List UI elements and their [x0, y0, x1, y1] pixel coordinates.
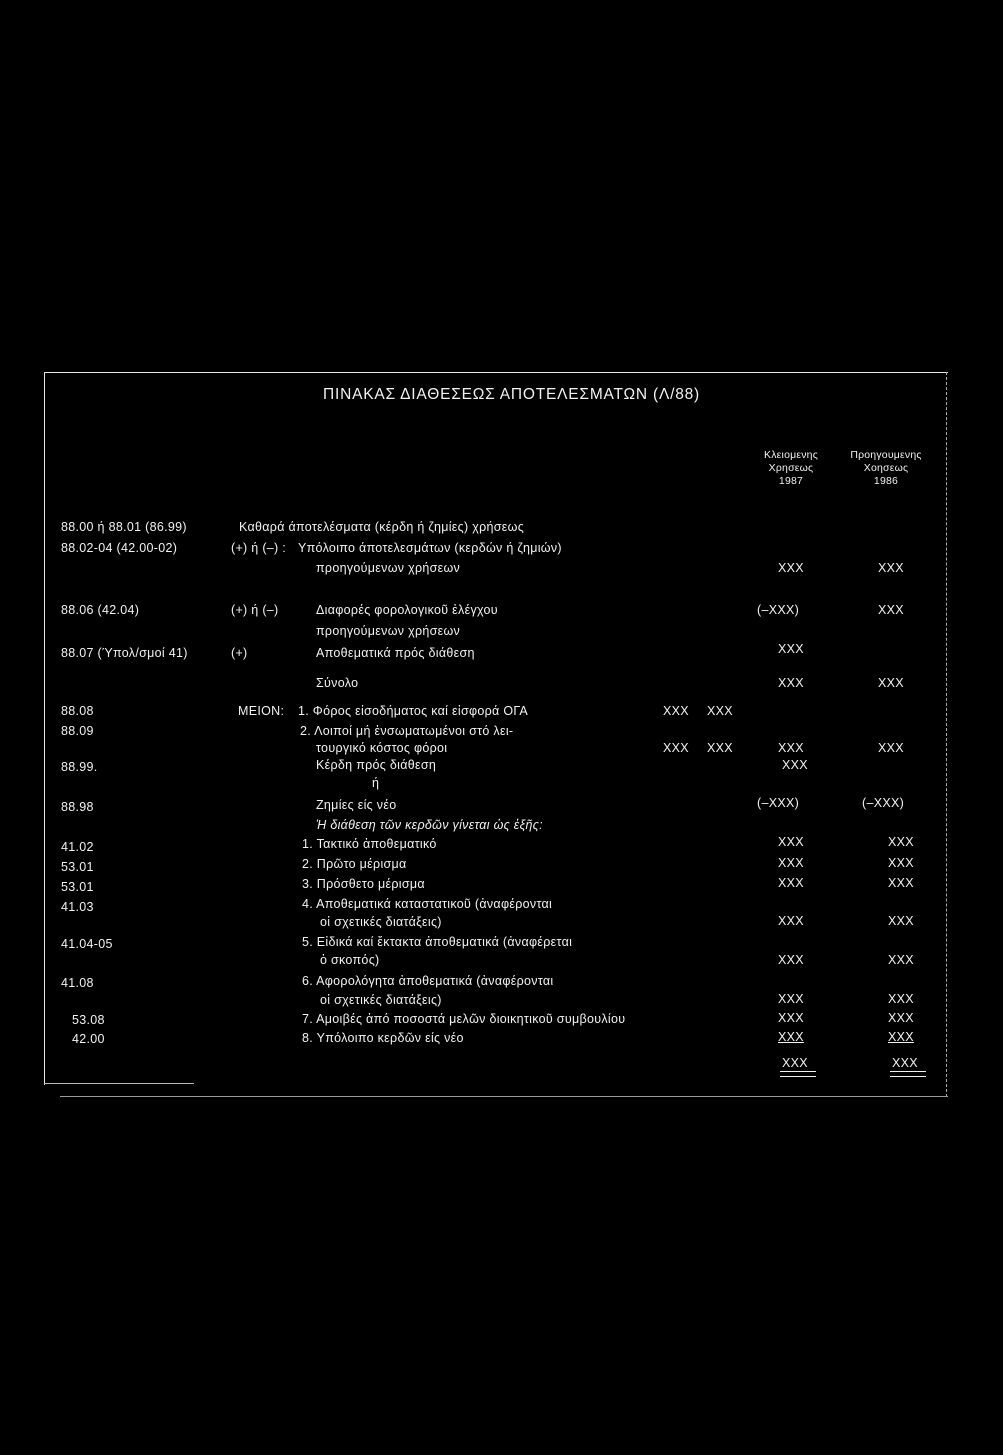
total-current: XXX: [778, 676, 804, 690]
dist-value-prior: XXX: [888, 1011, 914, 1025]
row-description-cont: τουργικό κόστος φόροι: [316, 741, 448, 755]
dist-description-cont: ὁ σκοπός): [320, 953, 380, 967]
row-description: Ζημίες είς νέο: [316, 798, 397, 812]
dist-code: 53.01: [61, 860, 94, 874]
bottom-rule: [60, 1096, 948, 1097]
dist-value-current: XXX: [778, 835, 804, 849]
row-description: Καθαρά άποτελέσματα (κέρδη ή ζημίες) χρήσεως: [239, 520, 525, 534]
prior-year-header: [843, 449, 929, 488]
row-code: 88.07 (Ύπολ/σμοί 41): [61, 646, 188, 660]
final-total-prior: XXX: [892, 1056, 918, 1070]
row-code: 88.99.: [61, 760, 98, 774]
frame-right-edge: [946, 372, 947, 1097]
dist-description: 4. Αποθεματικά καταστατικοῦ (ἀναφέρονται: [302, 897, 553, 911]
double-underline-prior: [890, 1071, 926, 1077]
value-current: XXX: [778, 741, 804, 755]
row-code: 88.08: [61, 704, 94, 718]
dist-value-prior: XXX: [888, 876, 914, 890]
row-code: 88.98: [61, 800, 94, 814]
dist-description: 1. Τακτικό ἀποθεματικό: [302, 837, 437, 851]
prior-header-year: 1986: [873, 475, 899, 487]
dist-code: 41.04-05: [61, 937, 113, 951]
dist-description: 2. Πρῶτο μέρισμα: [302, 857, 407, 871]
row-code: 88.02-04 (42.00-02): [61, 541, 178, 555]
value-current: XXX: [778, 642, 804, 656]
value-prior: (–XXX): [862, 796, 905, 810]
current-header-line1: Κλειομενης: [764, 449, 818, 461]
dist-value-current: XXX: [778, 876, 804, 890]
sub-value-a: XXX: [663, 704, 689, 718]
row-description: Αποθεματικά πρός διάθεση: [316, 646, 475, 660]
dist-value-current: XXX: [778, 953, 804, 967]
sub-value-b: XXX: [707, 704, 733, 718]
dist-code: 53.01: [61, 880, 94, 894]
distribution-heading: Ἡ διάθεση τῶν κερδῶν γίνεται ὡς ἑξῆς:: [316, 818, 543, 832]
dist-description: 5. Εἰδικά καί ἔκτακτα ἀποθεματικά (ἀναφέρεται: [302, 935, 573, 949]
value-prior: XXX: [878, 741, 904, 755]
row-description: 1. Φόρος εἰσοδήματος καί εἰσφορά ΟΓΑ: [298, 704, 529, 718]
dist-value-current: XXX: [778, 856, 804, 870]
row-code: 88.06 (42.04): [61, 603, 140, 617]
dist-value-prior: XXX: [888, 914, 914, 928]
dist-description: 8. Υπόλοιπο κερδῶν είς νέο: [302, 1031, 464, 1045]
row-description: Υπόλοιπο άποτελεσμάτων (κερδών ή ζημιών): [298, 541, 562, 555]
dist-value-current: XXX: [778, 992, 804, 1006]
current-header-year: 1987: [778, 475, 804, 487]
final-total-current: XXX: [782, 1056, 808, 1070]
row-description: Κέρδη πρός διάθεση: [316, 758, 437, 772]
dist-code: 41.02: [61, 840, 94, 854]
dist-value-prior: XXX: [888, 856, 914, 870]
row-code: 88.09: [61, 724, 94, 738]
dist-description: 3. Πρόσθετο μέρισμα: [302, 877, 425, 891]
sub-value-a: XXX: [663, 741, 689, 755]
total-label: Σύνολο: [316, 676, 359, 690]
frame-bottom-line: [44, 1083, 194, 1084]
total-prior: XXX: [878, 676, 904, 690]
row-sign: (+) ή (–): [231, 603, 279, 617]
dist-value-current: XXX: [778, 1011, 804, 1025]
value-current: XXX: [782, 758, 808, 772]
current-header-line2: Χρησεως: [768, 462, 814, 474]
minus-label: ΜΕΙΟΝ:: [238, 704, 285, 718]
row-code: 88.00 ή 88.01 (86.99): [61, 520, 187, 534]
dist-code: 53.08: [72, 1013, 105, 1027]
dist-code: 41.08: [61, 976, 94, 990]
dist-value-current: XXX: [778, 1030, 804, 1044]
prior-header-line1: Προηγουμενης: [850, 449, 922, 461]
row-sign: (+) ή (–) :: [231, 541, 287, 555]
dist-code: 41.03: [61, 900, 94, 914]
dist-code: 42.00: [72, 1032, 105, 1046]
value-prior: XXX: [878, 561, 904, 575]
row-description-cont: προηγούμενων χρήσεων: [316, 624, 461, 638]
dist-value-prior: XXX: [888, 1030, 914, 1044]
row-description: Διαφορές φορολογικοῦ ἐλέγχου: [316, 603, 498, 617]
value-prior: XXX: [878, 603, 904, 617]
dist-value-prior: XXX: [888, 992, 914, 1006]
value-current: (–XXX): [757, 603, 800, 617]
current-year-header: [756, 449, 826, 488]
dist-description: 7. Αμοιβές ἀπό ποσοστά μελῶν διοικητικοῦ συμβουλίου: [302, 1012, 626, 1026]
row-description-cont: προηγούμενων χρήσεων: [316, 561, 461, 575]
dist-description: 6. Αφορολόγητα ἀποθεματικά (ἀναφέρονται: [302, 974, 554, 988]
sub-value-b: XXX: [707, 741, 733, 755]
double-underline-current: [780, 1071, 816, 1077]
value-current: (–XXX): [757, 796, 800, 810]
prior-header-line2: Χοησεως: [863, 462, 909, 474]
dist-value-prior: XXX: [888, 953, 914, 967]
page-title: ΠΙΝΑΚΑΣ ΔΙΑΘΕΣΕΩΣ ΑΠΟΤΕΛΕΣΜΑΤΩΝ (Λ/88): [323, 386, 701, 403]
row-sign: (+): [231, 646, 248, 660]
value-current: XXX: [778, 561, 804, 575]
dist-description-cont: οἱ σχετικές διατάξεις): [320, 993, 442, 1007]
or-word: ή: [372, 776, 380, 790]
row-description: 2. Λοιποί μή ἐνσωματωμένοι στό λει-: [300, 724, 514, 738]
dist-value-prior: XXX: [888, 835, 914, 849]
dist-value-current: XXX: [778, 914, 804, 928]
dist-description-cont: οἱ σχετικές διατάξεις): [320, 915, 442, 929]
